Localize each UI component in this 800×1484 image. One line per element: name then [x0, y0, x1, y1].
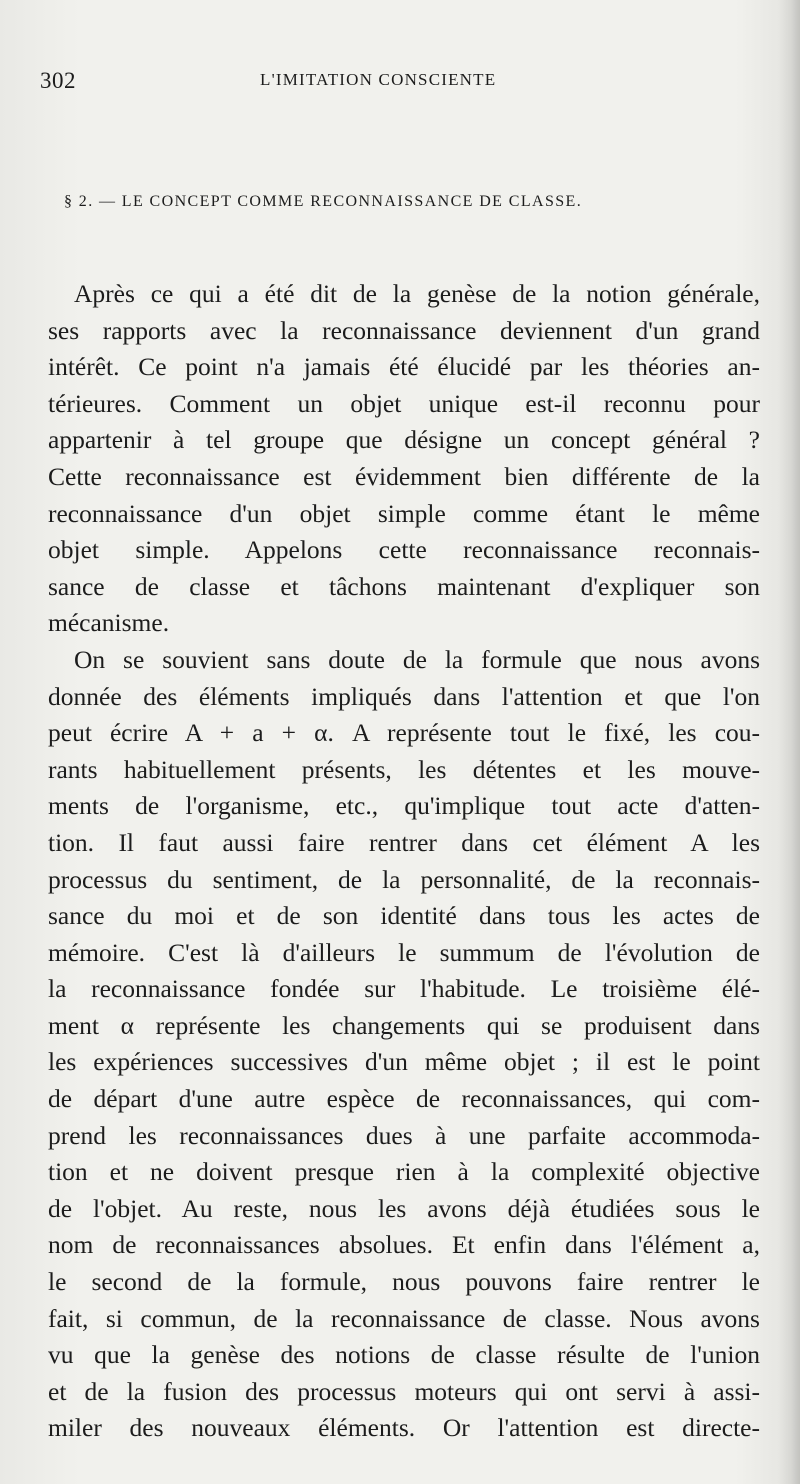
- page-gutter-shadow: [778, 0, 800, 1484]
- text-line: ses rapports avec la reconnaissance deviennent d'un grand: [48, 315, 760, 345]
- text-line: Cette reconnaissance est évidemment bien différente de la: [48, 461, 760, 491]
- text-line: la reconnaissance fondée sur l'habitude. Le troisième élé-: [48, 974, 760, 1004]
- text-line: intérêt. Ce point n'a jamais été élucidé par les théories an-: [48, 352, 760, 382]
- section-heading: § 2. — LE CONCEPT COMME RECONNAISSANCE DE CLASSE.: [64, 193, 583, 210]
- text-line: Après ce qui a été dit de la genèse de la notion générale,: [74, 279, 760, 308]
- text-line: processus du sentiment, de la personnalité, de la reconnais-: [48, 864, 760, 894]
- text-line: vu que la genèse des notions de classe résulte de l'union: [48, 1340, 760, 1370]
- text-line: les expériences successives d'un même objet ; il est le point: [48, 1047, 760, 1077]
- text-line: reconnaissance d'un objet simple comme étant le même: [48, 498, 760, 528]
- text-line: térieures. Comment un objet unique est-il reconnu pour: [48, 388, 760, 418]
- text-line: de l'objet. Au reste, nous les avons déjà étudiées sous le: [48, 1193, 760, 1223]
- text-line: nom de reconnaissances absolues. Et enfin dans l'élément a,: [48, 1230, 760, 1260]
- text-line: objet simple. Appelons cette reconnaissance reconnais-: [48, 535, 760, 565]
- text-line: peut écrire A + a + α. A représente tout le fixé, les cou-: [48, 718, 760, 748]
- text-line: donnée des éléments impliqués dans l'attention et que l'on: [48, 681, 760, 711]
- text-line: appartenir à tel groupe que désigne un concept général ?: [48, 425, 760, 455]
- text-line: miler des nouveaux éléments. Or l'attention est directe-: [48, 1413, 760, 1443]
- text-line: ment α représente les changements qui se produisent dans: [48, 1010, 760, 1040]
- text-line: le second de la formule, nous pouvons faire rentrer le: [48, 1267, 760, 1297]
- text-line: et de la fusion des processus moteurs qui ont servi à assi-: [48, 1376, 760, 1406]
- text-line: rants habituellement présents, les détentes et les mouve-: [48, 754, 760, 784]
- text-line: tion. Il faut aussi faire rentrer dans cet élément A les: [48, 827, 760, 857]
- text-line: mémoire. C'est là d'ailleurs le summum de l'évolution de: [48, 937, 760, 967]
- body-text: [48, 276, 760, 1447]
- text-line: tion et ne doivent presque rien à la complexité objective: [48, 1157, 760, 1187]
- text-line: mécanisme.: [48, 608, 170, 638]
- text-line: sance du moi et de son identité dans tous les actes de: [48, 901, 760, 931]
- page-number: 302: [40, 68, 76, 93]
- text-line: fait, si commun, de la reconnaissance de classe. Nous avons: [48, 1303, 760, 1333]
- text-line: On se souvient sans doute de la formule que nous avons: [74, 644, 760, 674]
- running-head: L'IMITATION CONSCIENTE: [260, 70, 497, 89]
- text-line: de départ d'une autre espèce de reconnaissances, qui com-: [48, 1084, 760, 1114]
- text-line: sance de classe et tâchons maintenant d'expliquer son: [48, 571, 760, 601]
- text-line: ments de l'organisme, etc., qu'implique tout acte d'atten-: [48, 791, 760, 821]
- text-line: prend les reconnaissances dues à une parfaite accommoda-: [48, 1120, 760, 1150]
